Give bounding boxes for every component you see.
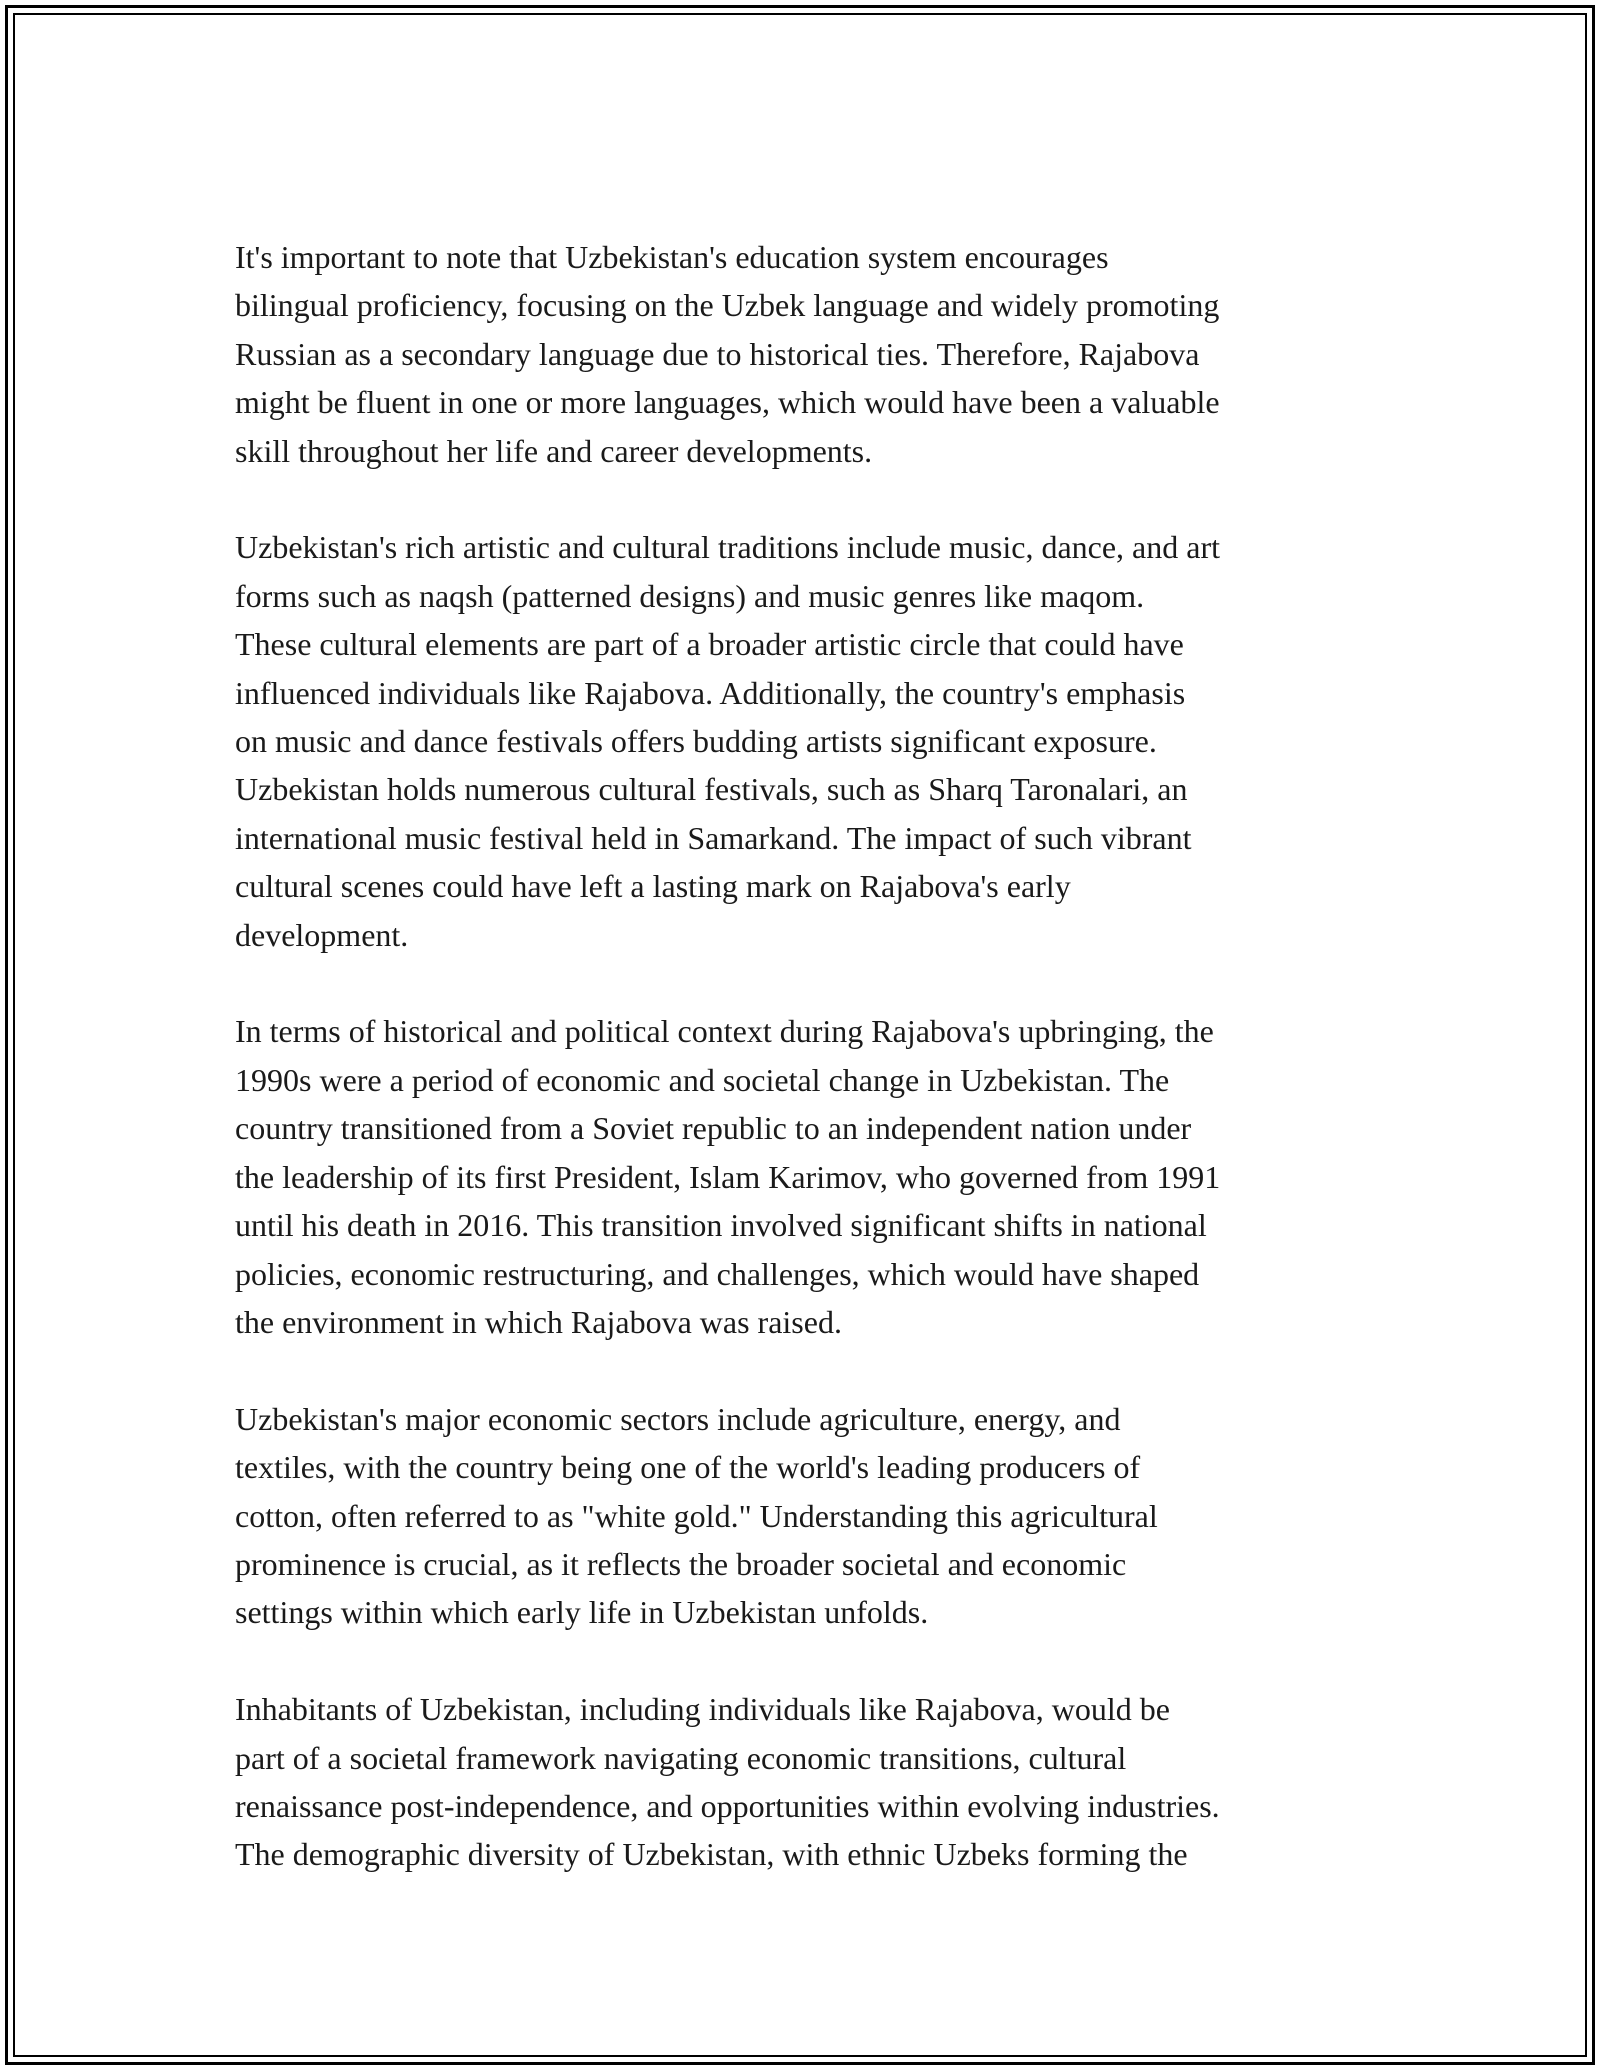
text-line: textiles, with the country being one of the world's leading producers of <box>235 1449 1141 1486</box>
text-line: the environment in which Rajabova was raised. <box>235 1303 842 1340</box>
text-line: Inhabitants of Uzbekistan, including individuals like Rajabova, would be <box>235 1691 1170 1728</box>
text-line: prominence is crucial, as it reflects the broader societal and economic <box>235 1545 1127 1582</box>
text-line: The demographic diversity of Uzbekistan, with ethnic Uzbeks forming the <box>235 1836 1188 1873</box>
text-line: the leadership of its first President, Islam Karimov, who governed from 1991 <box>235 1158 1221 1195</box>
text-line: influenced individuals like Rajabova. Additionally, the country's emphasis <box>235 674 1186 711</box>
text-line: settings within which early life in Uzbekistan unfolds. <box>235 1594 929 1631</box>
text-line: Uzbekistan's rich artistic and cultural traditions include music, dance, and art <box>235 529 1220 566</box>
text-line: country transitioned from a Soviet republic to an independent nation under <box>235 1110 1192 1147</box>
paragraph-culture <box>235 523 1370 959</box>
text-line: bilingual proficiency, focusing on the Uzbek language and widely promoting <box>235 287 1220 324</box>
text-line: Uzbekistan's major economic sectors include agriculture, energy, and <box>235 1400 1121 1437</box>
text-line: cultural scenes could have left a lasting mark on Rajabova's early <box>235 868 1071 905</box>
text-line: policies, economic restructuring, and challenges, which would have shaped <box>235 1255 1200 1292</box>
text-line: development. <box>235 916 409 953</box>
text-line: renaissance post-independence, and opportunities within evolving industries. <box>235 1787 1220 1824</box>
text-line: Uzbekistan holds numerous cultural festivals, such as Sharq Taronalari, an <box>235 771 1188 808</box>
text-line: skill throughout her life and career developments. <box>235 432 873 469</box>
text-line: These cultural elements are part of a broader artistic circle that could have <box>235 626 1184 663</box>
text-line: international music festival held in Samarkand. The impact of such vibrant <box>235 819 1192 856</box>
text-line: on music and dance festivals offers budding artists significant exposure. <box>235 723 1157 760</box>
paragraph-economy <box>235 1395 1370 1637</box>
paragraph-inhabitants <box>235 1685 1370 1879</box>
text-line: 1990s were a period of economic and societal change in Uzbekistan. The <box>235 1061 1170 1098</box>
text-line: Russian as a secondary language due to historical ties. Therefore, Rajabova <box>235 335 1200 372</box>
document-body <box>235 233 1370 1927</box>
text-line: part of a societal framework navigating economic transitions, cultural <box>235 1739 1127 1776</box>
text-line: cotton, often referred to as "white gold." Understanding this agricultural <box>235 1497 1158 1534</box>
text-line: forms such as naqsh (patterned designs) and music genres like maqom. <box>235 577 1145 614</box>
text-line: It's important to note that Uzbekistan's education system encourages <box>235 239 1109 275</box>
text-line: In terms of historical and political context during Rajabova's upbringing, the <box>235 1013 1214 1050</box>
paragraph-education <box>235 233 1370 475</box>
text-line: might be fluent in one or more languages, which would have been a valuable <box>235 384 1220 421</box>
paragraph-history <box>235 1007 1370 1346</box>
text-line: until his death in 2016. This transition involved significant shifts in national <box>235 1207 1207 1244</box>
